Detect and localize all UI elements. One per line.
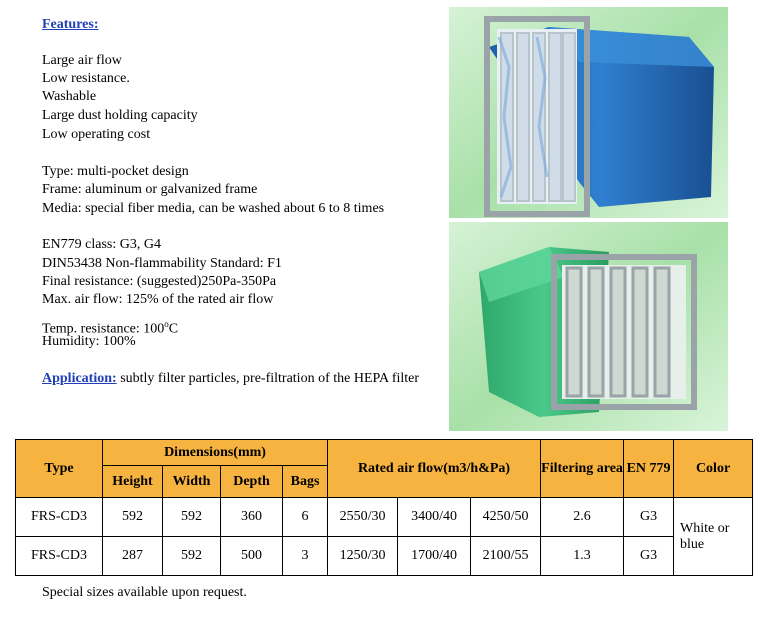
- table-row: [16, 498, 753, 537]
- feature-item: Large dust holding capacity: [42, 108, 198, 123]
- features-heading: Features:: [42, 17, 99, 32]
- cell-area: 2.6: [541, 498, 624, 537]
- application-paragraph: [42, 370, 422, 388]
- spec-frame: Frame: aluminum or galvanized frame: [42, 182, 258, 197]
- cell-type: FRS-CD3: [16, 537, 103, 576]
- application-text: subtly filter particles, pre-filtration of the HEPA filter: [116, 371, 420, 386]
- blue-bag-filter-image: [449, 7, 728, 218]
- temp-degree: o: [164, 319, 169, 329]
- header-dimensions: Dimensions(mm): [103, 440, 328, 466]
- spec-en779: EN779 class: G3, G4: [42, 237, 161, 252]
- feature-item: Low operating cost: [42, 127, 151, 142]
- cell-en: G3: [624, 498, 674, 537]
- application-heading: Application:: [42, 371, 117, 386]
- temp-prefix: Temp. resistance: 100: [42, 321, 165, 337]
- header-type: Type: [16, 440, 103, 498]
- spec-final-resistance: Final resistance: (suggested)250Pa-350Pa: [42, 274, 277, 289]
- cell-flow: 1700/40: [398, 537, 471, 576]
- cell-flow: 4250/50: [471, 498, 541, 537]
- header-depth: Depth: [221, 466, 283, 498]
- cell-depth: 360: [221, 498, 283, 537]
- footer-note: Special sizes available upon request.: [42, 585, 247, 600]
- cell-area: 1.3: [541, 537, 624, 576]
- spec-table: [15, 439, 753, 576]
- cell-width: 592: [163, 537, 221, 576]
- header-height: Height: [103, 466, 163, 498]
- cell-bags: 6: [283, 498, 328, 537]
- temp-unit: C: [168, 321, 179, 337]
- cell-flow: 2100/55: [471, 537, 541, 576]
- cell-height: 287: [103, 537, 163, 576]
- cell-bags: 3: [283, 537, 328, 576]
- green-bag-filter-image: [449, 222, 728, 431]
- cell-type: FRS-CD3: [16, 498, 103, 537]
- header-bags: Bags: [283, 466, 328, 498]
- feature-item: Large air flow: [42, 53, 122, 68]
- spec-type: Type: multi-pocket design: [42, 164, 189, 179]
- cell-width: 592: [163, 498, 221, 537]
- spec-max-air-flow: Max. air flow: 125% of the rated air flow: [42, 292, 274, 307]
- cell-depth: 500: [221, 537, 283, 576]
- header-width: Width: [163, 466, 221, 498]
- cell-height: 592: [103, 498, 163, 537]
- cell-flow: 2550/30: [328, 498, 398, 537]
- header-en-779: EN 779: [624, 440, 674, 498]
- header-filtering-area: Filtering area: [541, 440, 624, 498]
- spec-media: Media: special fiber media, can be washed about 6 to 8 times: [42, 201, 385, 216]
- feature-item: Low resistance.: [42, 71, 130, 86]
- spec-humidity: Humidity: 100%: [42, 334, 136, 349]
- spec-din: DIN53438 Non-flammability Standard: F1: [42, 256, 282, 271]
- cell-flow: 1250/30: [328, 537, 398, 576]
- table-row: [16, 537, 753, 576]
- cell-flow: 3400/40: [398, 498, 471, 537]
- header-rated-air-flow: Rated air flow(m3/h&Pa): [328, 440, 541, 498]
- cell-en: G3: [624, 537, 674, 576]
- cell-color: White or blue: [674, 498, 753, 576]
- feature-item: Washable: [42, 89, 97, 104]
- header-color: Color: [674, 440, 753, 498]
